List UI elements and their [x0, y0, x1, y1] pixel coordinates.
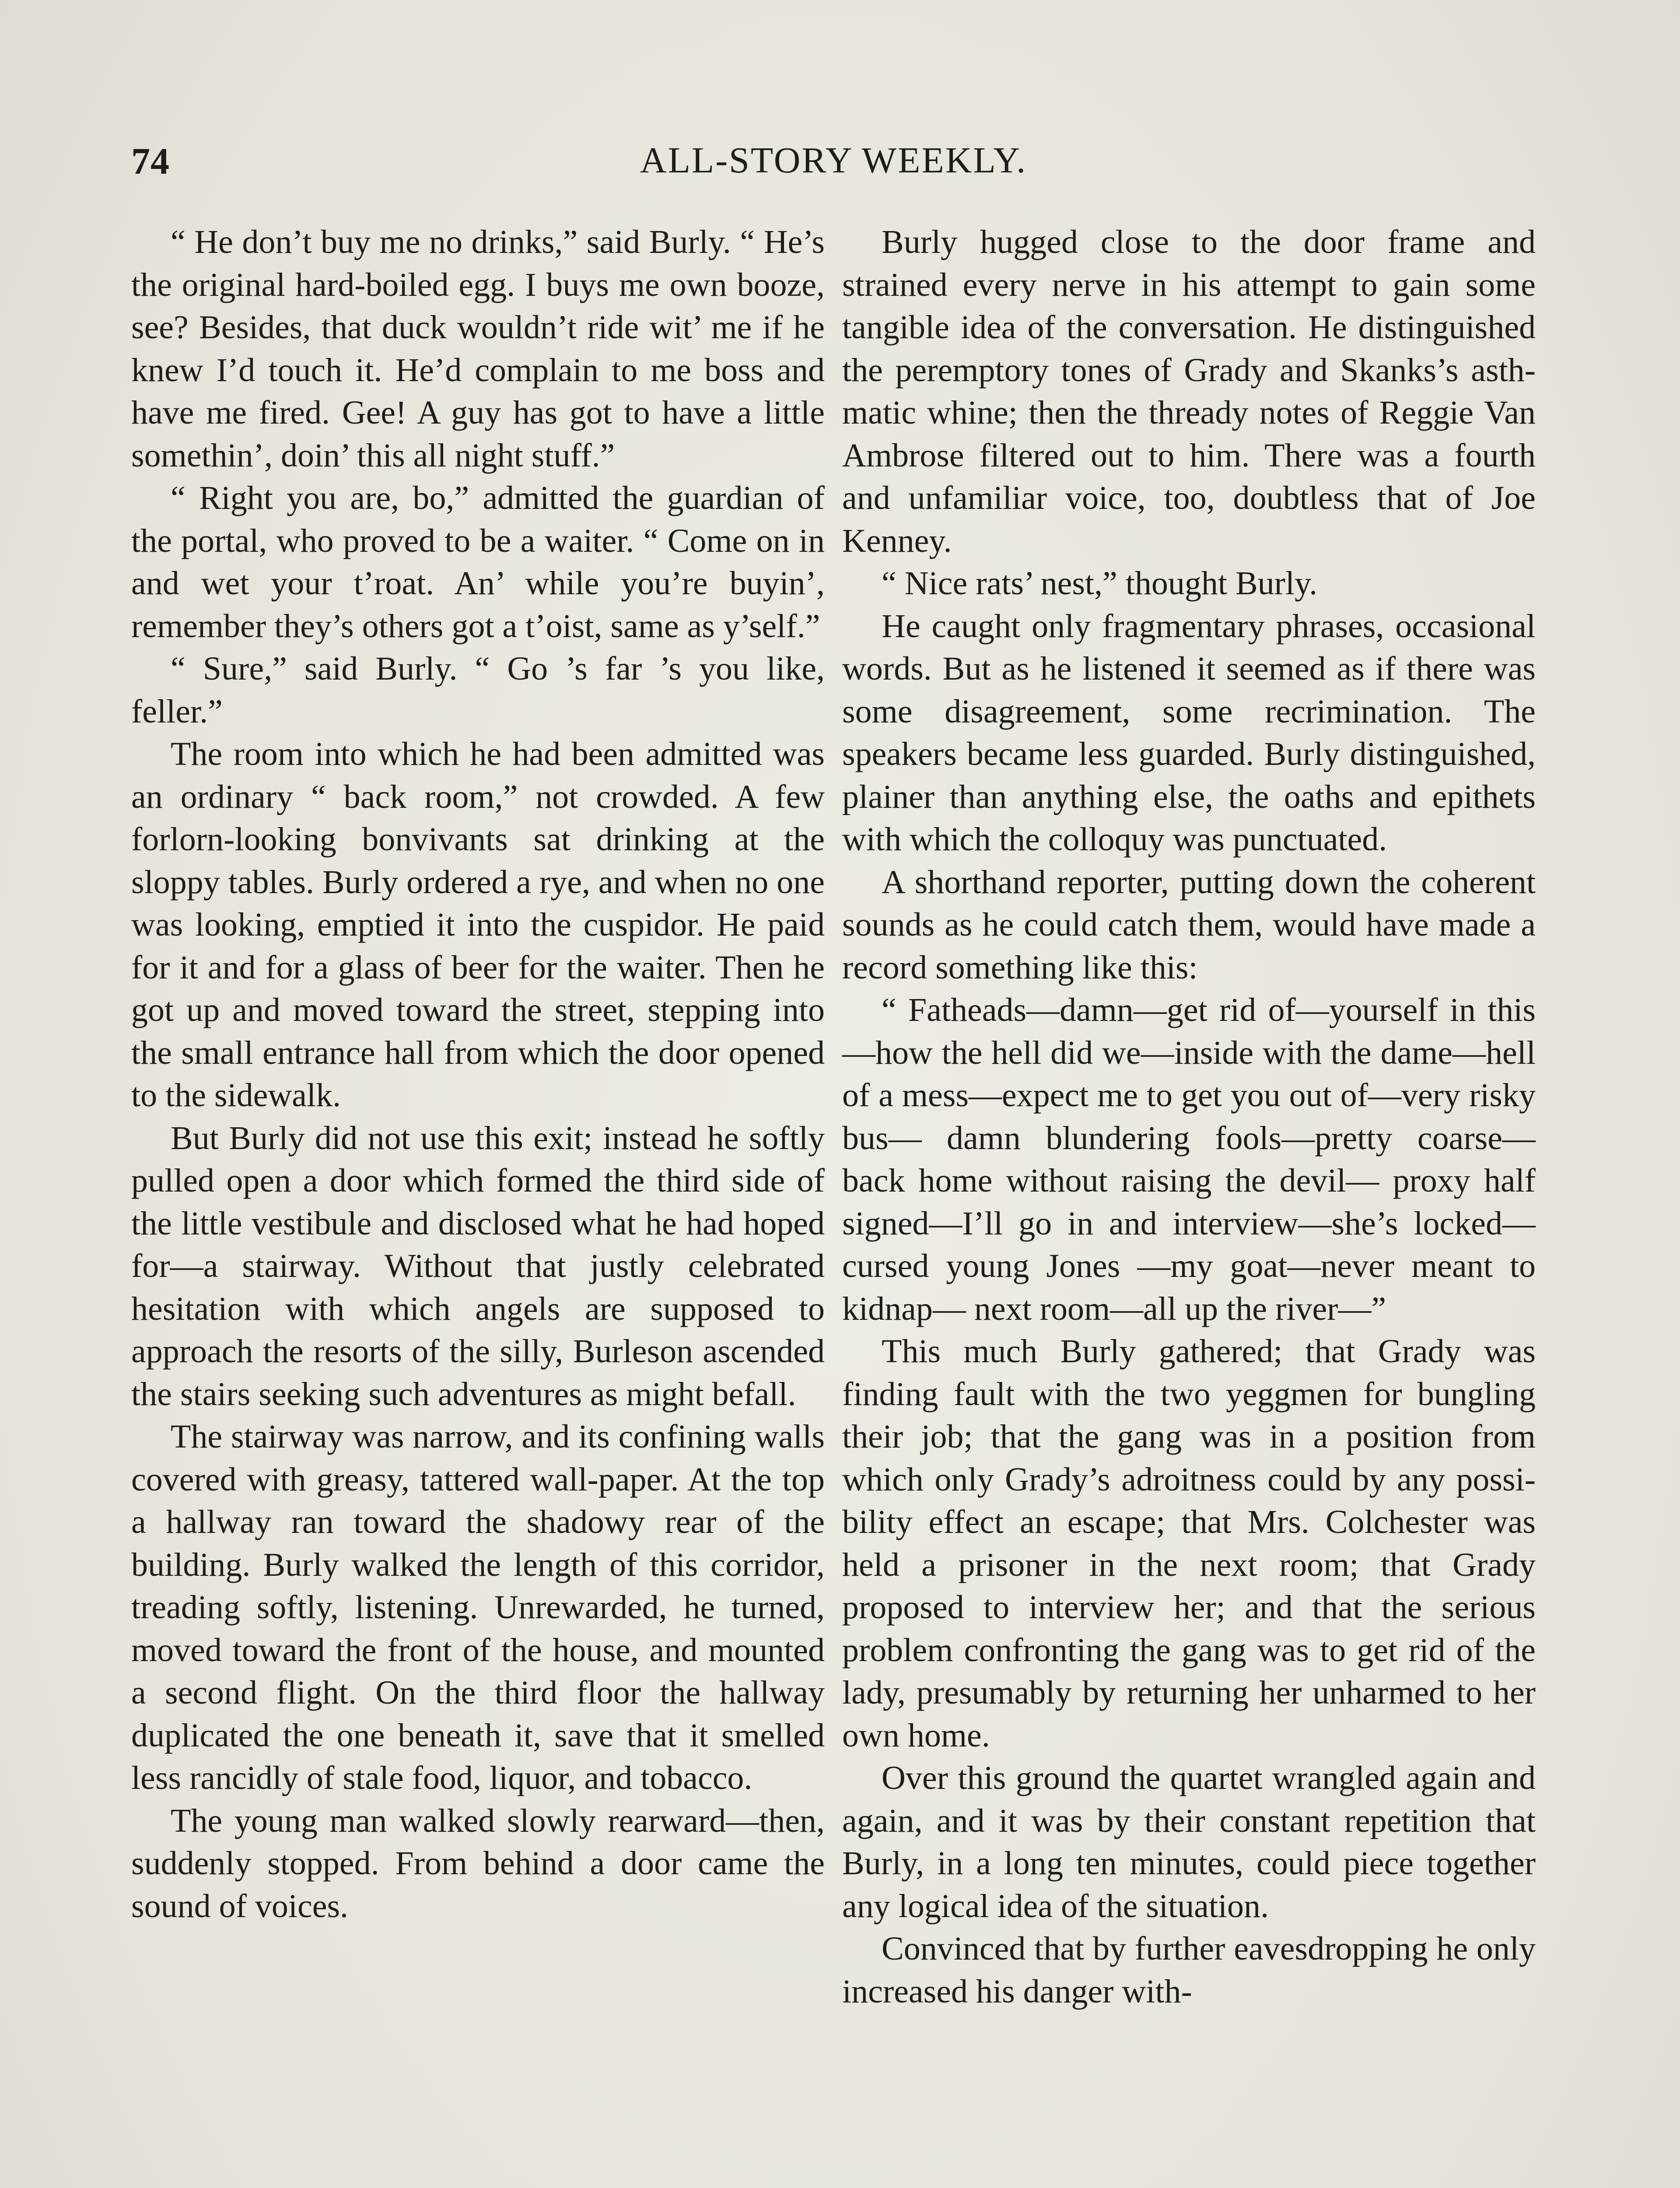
paragraph: “ He don’t buy me no drinks,” said Burly. “ He’s the original hard-boiled egg. I buys me own booze, see? Besides, that duck wouldn’t ride wit’ me if he knew I’d touch it. He’d complain to me boss and have me fired. Gee! A guy has got to have a little somethin’, doin’ this all night stuff.” — [131, 224, 825, 474]
left-column — [131, 221, 825, 1928]
page-number: 74 — [131, 140, 170, 182]
paragraph: This much Burly gathered; that Grady was finding fault with the two yeggmen for bungling their job; that the gang was in a position from which only Grady’s adroitness could by any possibility effect an escape; that Mrs. Colchester was held a prisoner in the next room; that Grady proposed to interview her; and that the serious problem confronting the gang was to get rid of the lady, presumably by returning her unharmed to her own home. — [842, 1333, 1536, 1754]
paragraph: The stairway was narrow, and its confining walls covered with greasy, tattered wall-paper. At the top a hallway ran toward the shadowy rear of the building. Burly walked the length of this corridor, treading softly, listening. Unrewarded, he turned, moved toward the front of the house, and mounted a second flight. On the third floor the hallway duplicated the one beneath it, save that it smelled less rancidly of stale food, liquor, and tobacco. — [131, 1418, 825, 1796]
paragraph: “ Nice rats’ nest,” thought Burly. — [882, 565, 1318, 602]
page-header — [131, 139, 1536, 187]
paragraph: But Burly did not use this exit; instead he softly pulled open a door which formed the third side of the little vestibule and disclosed what he had hoped for—a stairway. Without that justly celebrated hesitation with which angels are supposed to approach the resorts of the silly, Burleson ascended the stairs seeking such adventures as might befall. — [131, 1119, 825, 1413]
right-column — [842, 221, 1536, 2013]
paragraph: Convinced that by further eavesdropping he only increased his danger with- — [842, 1930, 1536, 2010]
paragraph: The room into which he had been admitted was an ordinary “ back room,” not crowded. A few forlorn-looking bonvivants sat drinking at the sloppy tables. Burly ordered a rye, and when no one was looking, emptied it into the cuspidor. He paid for it and for a glass of beer for the waiter. Then he got up and moved toward the street, stepping into the small entrance hall from which the door opened to the sidewalk. — [131, 736, 825, 1114]
paragraph: A shorthand reporter, putting down the coherent sounds as he could catch them, would have made a record something like this: — [842, 863, 1536, 986]
paragraph: “ Fatheads—damn—get rid of—yourself in this—how the hell did we—inside with the dame—hell of a mess—expect me to get you out of—very risky bus— damn blundering fools—pretty coarse— back home without raising the devil— proxy half signed—I’ll go in and interview—she’s locked—cursed young Jones —my goat—never meant to kidnap— next room—all up the river—” — [842, 992, 1536, 1327]
paragraph: “ Sure,” said Burly. “ Go ’s far ’s you like, feller.” — [131, 650, 825, 730]
paragraph: Over this ground the quartet wrangled again and again, and it was by their constant repetition that Burly, in a long ten minutes, could piece together any logical idea of the situation. — [842, 1760, 1536, 1925]
paragraph: The young man walked slowly rearward—then, suddenly stopped. From behind a door came the sound of voices. — [131, 1802, 825, 1925]
paragraph: He caught only fragmentary phrases, occasional words. But as he listened it seemed as if there was some disagreement, some recrimination. The speakers became less guarded. Burly distinguished, plainer than anything else, the oaths and epithets with which the colloquy was punctuated. — [842, 607, 1536, 858]
running-title: ALL-STORY WEEKLY. — [640, 140, 1027, 181]
paragraph: “ Right you are, bo,” admitted the guardian of the portal, who proved to be a waiter. “ Come on in and wet your t’roat. An’ while you’re buyin’, remember they’s others got a t’oist, same as y’self.” — [131, 480, 825, 645]
paragraph: Burly hugged close to the door frame and strained every nerve in his attempt to gain some tangible idea of the conversation. He distinguished the peremptory tones of Grady and Skanks’s asthmatic whine; then the thready notes of Reggie Van Ambrose filtered out to him. There was a fourth and unfamiliar voice, too, doubtless that of Joe Kenney. — [842, 224, 1536, 559]
